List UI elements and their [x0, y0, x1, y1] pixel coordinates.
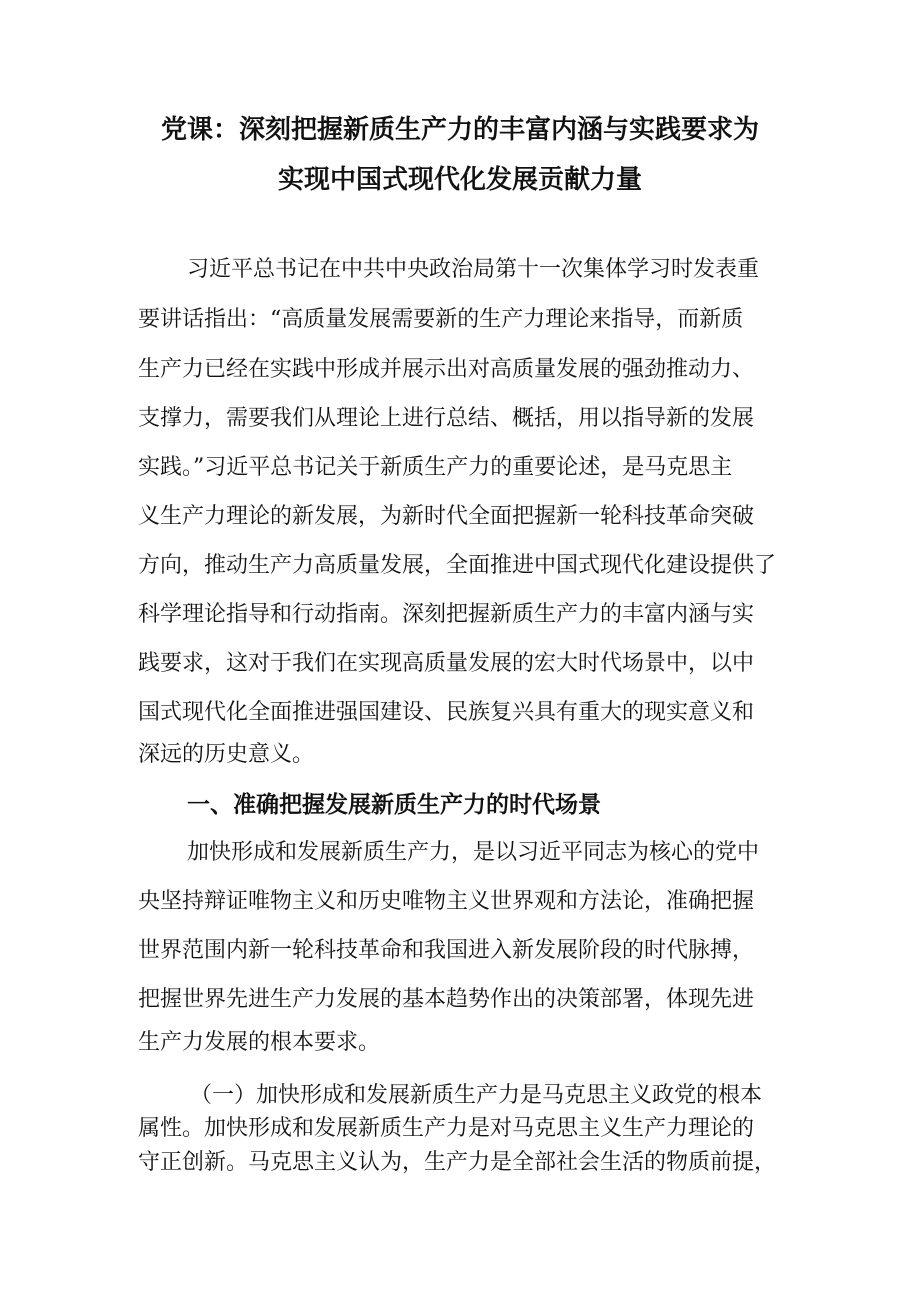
paragraph-1-line: 方向，推动生产力高质量发展，全面推进中国式现代化建设提供了 [138, 553, 777, 578]
paragraph-1-line: 习近平总书记在中共中央政治局第十一次集体学习时发表重 [187, 257, 760, 282]
paragraph-1-line: 实践。”习近平总书记关于新质生产力的重要论述，是马克思主 [138, 455, 733, 480]
paragraph-2-line: 加快形成和发展新质生产力，是以习近平同志为核心的党中 [187, 840, 760, 865]
paragraph-1-line: 支撑力，需要我们从理论上进行总结、概括，用以指导新的发展 [138, 406, 755, 431]
paragraph-1-line: 践要求，这对于我们在实现高质量发展的宏大时代场景中，以中 [138, 651, 755, 676]
paragraph-1-line: 要讲话指出：“高质量发展需要新的生产力理论来指导，而新质 [138, 307, 744, 332]
paragraph-1-line: 国式现代化全面推进强国建设、民族复兴具有重大的现实意义和 [138, 700, 755, 725]
paragraph-1-line: 科学理论指导和行动指南。深刻把握新质生产力的丰富内涵与实 [138, 602, 755, 627]
section-1-heading: 一、准确把握发展新质生产力的时代场景 [187, 792, 601, 818]
paragraph-1-line: 生产力已经在实践中形成并展示出对高质量发展的强劲推动力、 [138, 357, 755, 382]
paragraph-2-line: 央坚持辩证唯物主义和历史唯物主义世界观和方法论，准确把握 [138, 889, 755, 914]
paragraph-3-line: 守正创新。马克思主义认为，生产力是全部社会生活的物质前提， [138, 1150, 777, 1175]
paragraph-2-line: 把握世界先进生产力发展的基本趋势作出的决策部署，体现先进 [138, 987, 755, 1012]
paragraph-3-line: （一）加快形成和发展新质生产力是马克思主义政党的根本 [190, 1083, 763, 1108]
paragraph-2-line: 生产力发展的根本要求。 [138, 1030, 381, 1055]
paragraph-2-line: 世界范围内新一轮科技革命和我国进入新发展阶段的时代脉搏， [138, 938, 755, 963]
paragraph-3-line: 属性。加快形成和发展新质生产力是对马克思主义生产力理论的 [138, 1116, 755, 1141]
document-title-line-1: 党课：深刻把握新质生产力的丰富内涵与实践要求为 [160, 115, 759, 145]
document-title-line-2: 实现中国式现代化发展贡献力量 [277, 165, 642, 195]
paragraph-1-line: 义生产力理论的新发展，为新时代全面把握新一轮科技革命突破 [138, 504, 755, 529]
paragraph-1-line: 深远的历史意义。 [138, 742, 315, 767]
